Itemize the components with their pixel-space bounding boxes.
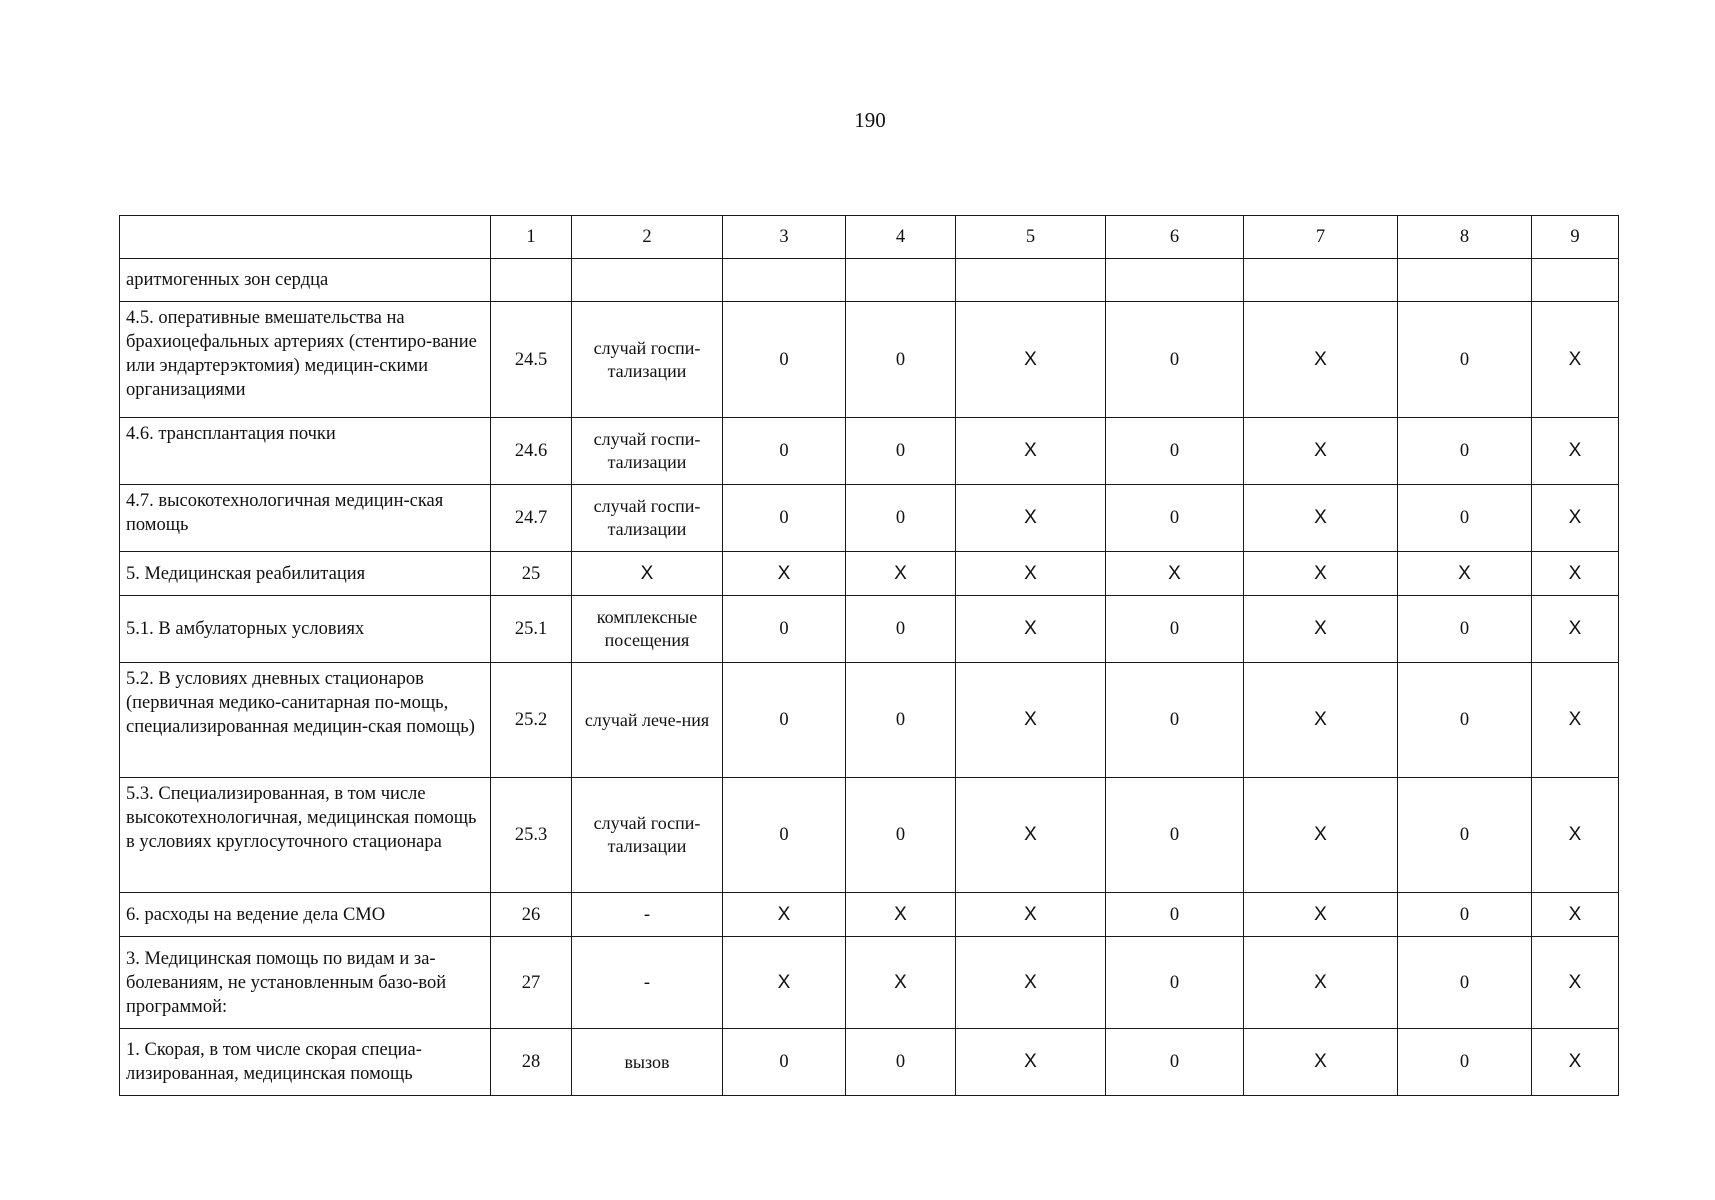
table-row xyxy=(120,418,1619,485)
table-row xyxy=(120,302,1619,418)
table-cell: 0 xyxy=(1106,596,1244,663)
table-cell xyxy=(572,259,723,302)
page-number: 190 xyxy=(854,108,886,132)
table-cell: 0 xyxy=(723,596,846,663)
table-cell: X xyxy=(1532,893,1619,937)
header-cell: 7 xyxy=(1244,216,1398,259)
table-cell: 0 xyxy=(1106,937,1244,1029)
table-cell xyxy=(1398,259,1532,302)
table-header-row xyxy=(120,216,1619,259)
table-cell: 0 xyxy=(1106,485,1244,552)
table-cell: X xyxy=(846,937,956,1029)
table-cell: X xyxy=(1244,663,1398,778)
table-row xyxy=(120,259,1619,302)
row-label: 6. расходы на ведение дела СМО xyxy=(120,893,491,937)
row-label: 5. Медицинская реабилитация xyxy=(120,552,491,596)
table-row xyxy=(120,552,1619,596)
table-cell: случай госпи-тализации xyxy=(572,418,723,485)
table-cell: случай госпи-тализации xyxy=(572,485,723,552)
table-cell: 0 xyxy=(1106,1029,1244,1096)
table-cell: 27 xyxy=(491,937,572,1029)
row-label: 4.5. оперативные вмешательства на брахиоцефальных артериях (стентиро-вание или эндартерэктомия) медицин-скими организациями xyxy=(120,302,491,418)
table-cell: X xyxy=(1244,485,1398,552)
table-cell: 0 xyxy=(1106,663,1244,778)
row-label: 4.7. высокотехнологичная медицин-ская помощь xyxy=(120,485,491,552)
table-cell: случай госпи-тализации xyxy=(572,302,723,418)
table-cell: 0 xyxy=(1398,1029,1532,1096)
table-cell xyxy=(1106,259,1244,302)
table-cell: X xyxy=(956,485,1106,552)
table-cell: 0 xyxy=(846,663,956,778)
table-cell: 0 xyxy=(723,1029,846,1096)
table-cell: 28 xyxy=(491,1029,572,1096)
header-cell: 4 xyxy=(846,216,956,259)
table-cell: X xyxy=(956,596,1106,663)
row-label: 5.1. В амбулаторных условиях xyxy=(120,596,491,663)
table-cell xyxy=(956,259,1106,302)
row-label: 5.2. В условиях дневных стационаров (первичная медико-санитарная по-мощь, специализированная медицин-ская помощь) xyxy=(120,663,491,778)
table-cell: 0 xyxy=(1398,893,1532,937)
header-cell: 1 xyxy=(491,216,572,259)
table-cell: 0 xyxy=(846,1029,956,1096)
table-cell: X xyxy=(1244,418,1398,485)
row-label: 4.6. трансплантация почки xyxy=(120,418,491,485)
header-cell: 5 xyxy=(956,216,1106,259)
table-cell: X xyxy=(956,778,1106,893)
table-cell: X xyxy=(723,937,846,1029)
table-row xyxy=(120,663,1619,778)
table-cell: 25.1 xyxy=(491,596,572,663)
table-cell: 26 xyxy=(491,893,572,937)
table-cell: 0 xyxy=(846,418,956,485)
table-cell: 0 xyxy=(1398,937,1532,1029)
table-cell: X xyxy=(1244,778,1398,893)
table-cell: X xyxy=(956,552,1106,596)
table-cell: вызов xyxy=(572,1029,723,1096)
table-cell: 0 xyxy=(1398,778,1532,893)
table-cell: X xyxy=(723,552,846,596)
table-row xyxy=(120,485,1619,552)
table-cell: X xyxy=(1244,552,1398,596)
table-cell xyxy=(1532,259,1619,302)
table-cell: X xyxy=(1244,302,1398,418)
table-cell: X xyxy=(1532,1029,1619,1096)
table-cell: случай лече-ния xyxy=(572,663,723,778)
table-cell: X xyxy=(1532,485,1619,552)
table-cell: X xyxy=(1244,893,1398,937)
table-cell: X xyxy=(956,893,1106,937)
table-cell: 0 xyxy=(1398,596,1532,663)
table-cell: 0 xyxy=(1398,418,1532,485)
table-cell: 0 xyxy=(723,778,846,893)
table-cell: 24.5 xyxy=(491,302,572,418)
table-cell: 25.3 xyxy=(491,778,572,893)
table-cell: X xyxy=(1398,552,1532,596)
table-cell: X xyxy=(1532,937,1619,1029)
header-cell: 6 xyxy=(1106,216,1244,259)
table-cell: 0 xyxy=(1106,778,1244,893)
table-cell: случай госпи-тализации xyxy=(572,778,723,893)
table-row xyxy=(120,596,1619,663)
table-cell: 0 xyxy=(846,302,956,418)
table-cell: X xyxy=(956,663,1106,778)
table-cell: 0 xyxy=(723,418,846,485)
table-row xyxy=(120,893,1619,937)
table-cell: X xyxy=(956,1029,1106,1096)
header-cell: 3 xyxy=(723,216,846,259)
table-cell: X xyxy=(1106,552,1244,596)
table-cell: комплексные посещения xyxy=(572,596,723,663)
table-cell: 0 xyxy=(723,485,846,552)
table-cell: 24.7 xyxy=(491,485,572,552)
table-cell: 0 xyxy=(1106,893,1244,937)
row-label: 1. Скорая, в том числе скорая специа-лизированная, медицинская помощь xyxy=(120,1029,491,1096)
row-label: 3. Медицинская помощь по видам и за-болеваниям, не установленным базо-вой программой: xyxy=(120,937,491,1029)
table-cell: X xyxy=(1532,663,1619,778)
table-cell: 0 xyxy=(846,485,956,552)
table-cell: 0 xyxy=(846,596,956,663)
table-cell: - xyxy=(572,937,723,1029)
table-cell: X xyxy=(1532,302,1619,418)
table-cell: X xyxy=(956,302,1106,418)
table-cell: X xyxy=(572,552,723,596)
table-cell: 0 xyxy=(723,663,846,778)
table-cell: X xyxy=(1532,418,1619,485)
table-cell xyxy=(846,259,956,302)
table-cell: - xyxy=(572,893,723,937)
table-cell: X xyxy=(1244,596,1398,663)
table-cell xyxy=(1244,259,1398,302)
header-cell xyxy=(120,216,491,259)
table-cell: 0 xyxy=(1398,485,1532,552)
table-cell xyxy=(723,259,846,302)
table-cell: X xyxy=(956,418,1106,485)
table-cell: X xyxy=(1244,937,1398,1029)
table-row xyxy=(120,778,1619,893)
table-cell: X xyxy=(846,893,956,937)
table-cell: 0 xyxy=(723,302,846,418)
table-cell: 24.6 xyxy=(491,418,572,485)
table-cell: X xyxy=(1532,778,1619,893)
header-cell: 8 xyxy=(1398,216,1532,259)
row-label: аритмогенных зон сердца xyxy=(120,259,491,302)
header-cell: 9 xyxy=(1532,216,1619,259)
table-cell: 0 xyxy=(1106,418,1244,485)
table-cell: X xyxy=(956,937,1106,1029)
row-label: 5.3. Специализированная, в том числе высокотехнологичная, медицинская помощь в условиях круглосуточного стационара xyxy=(120,778,491,893)
table-row xyxy=(120,1029,1619,1096)
table-row xyxy=(120,937,1619,1029)
table-cell: 0 xyxy=(1398,663,1532,778)
table-cell xyxy=(491,259,572,302)
table-cell: 25 xyxy=(491,552,572,596)
table-cell: X xyxy=(1244,1029,1398,1096)
table-cell: 0 xyxy=(846,778,956,893)
data-table xyxy=(119,215,1619,1096)
table-cell: X xyxy=(1532,552,1619,596)
table-cell: X xyxy=(723,893,846,937)
table-cell: X xyxy=(846,552,956,596)
table-cell: X xyxy=(1532,596,1619,663)
header-cell: 2 xyxy=(572,216,723,259)
table-cell: 25.2 xyxy=(491,663,572,778)
table-cell: 0 xyxy=(1106,302,1244,418)
table-cell: 0 xyxy=(1398,302,1532,418)
